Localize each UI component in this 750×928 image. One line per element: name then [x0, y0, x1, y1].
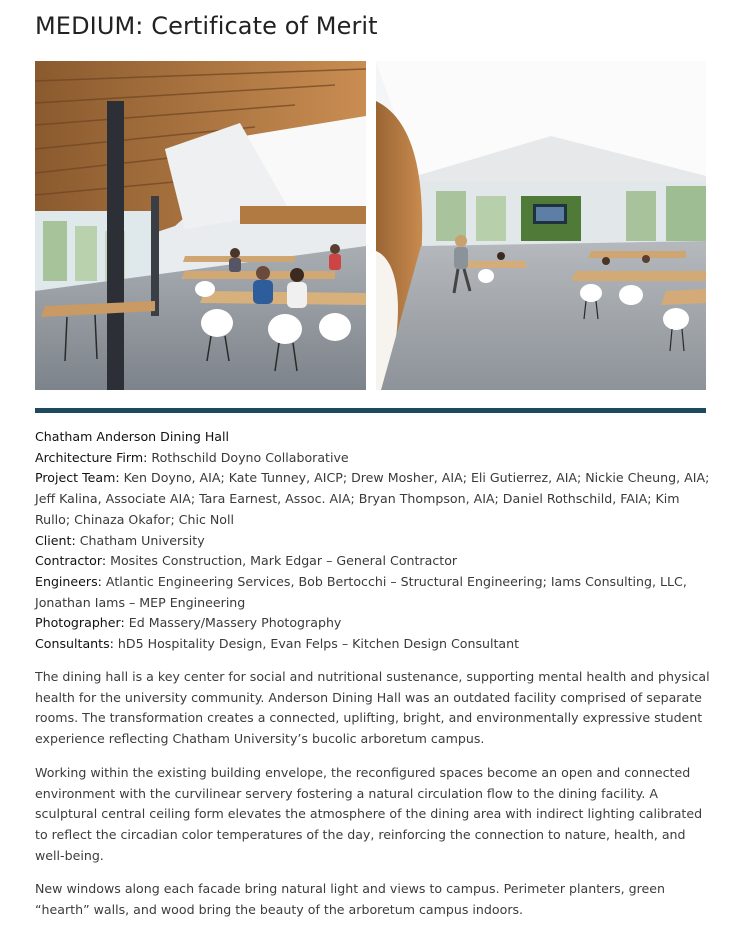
credit-consultants [35, 634, 715, 655]
credit-value: Mosites Construction, Mark Edgar – General Contractor [110, 553, 458, 569]
credit-label: Contractor: [35, 553, 107, 569]
award-heading: MEDIUM: Certificate of Merit [35, 12, 378, 40]
credit-label: Photographer: [35, 615, 125, 631]
project-credits [35, 427, 715, 655]
credit-value: Rothschild Doyno Collaborative [151, 449, 349, 465]
project-name: Chatham Anderson Dining Hall [35, 429, 230, 444]
description-paragraph-1: The dining hall is a key center for social and nutritional sustenance, supporting mental health and physical health for the university community. Anderson Dining Hall was an outdated facility comprised of separate rooms. The transformation creates a connected, uplifting, bright, and environmentally expressive student experience reflecting Chatham University’s bucolic arboretum campus. [35, 669, 710, 747]
credit-value: Chatham University [79, 532, 205, 548]
credit-value: Ken Doyno, AIA; Kate Tunney, AICP; Drew Mosher, AIA; Eli Gutierrez, AIA; Nickie Cheung, AIA; Jeff Kalina, Associate AIA; Tara Earnest, Assoc. AIA; Bryan Thompson, AIA; Daniel Rothschild, FAIA; Kim Rullo; Chinaza Okafor; Chic Noll [35, 470, 710, 527]
credit-label: Architecture Firm: [35, 449, 148, 465]
credit-architecture-firm [35, 448, 715, 469]
section-divider-rule [35, 408, 706, 413]
credit-client [35, 531, 715, 552]
dining-hall-photo-right [376, 61, 706, 390]
description-paragraph-2: Working within the existing building envelope, the reconfigured spaces become an open and connected environment with the curvilinear servery fostering a natural circulation flow to the dining facility. A sculptural central ceiling form elevates the atmosphere of the dining area with indirect lighting calibrated to reflect the circadian color temperatures of the day, reinforcing the connection to nature, health, and well-being. [35, 765, 703, 863]
credit-value: Atlantic Engineering Services, Bob Bertocchi – Structural Engineering; Iams Consulting, LLC, Jonathan Iams – MEP Engineering [35, 573, 687, 610]
credit-label: Engineers: [35, 573, 102, 589]
credit-contractor [35, 551, 715, 572]
credit-label: Client: [35, 532, 76, 548]
dining-hall-photo-left [35, 61, 366, 390]
description-paragraph-3: New windows along each facade bring natural light and views to campus. Perimeter planters, green “hearth” walls, and wood bring the beauty of the arboretum campus indoors. [35, 881, 666, 917]
credit-value: hD5 Hospitality Design, Evan Felps – Kitchen Design Consultant [117, 636, 520, 652]
credit-photographer [35, 613, 715, 634]
credit-value: Ed Massery/Massery Photography [128, 615, 342, 631]
credit-project-team [35, 468, 715, 530]
credit-label: Consultants: [35, 636, 114, 652]
credit-engineers [35, 572, 715, 613]
credit-label: Project Team: [35, 470, 120, 486]
